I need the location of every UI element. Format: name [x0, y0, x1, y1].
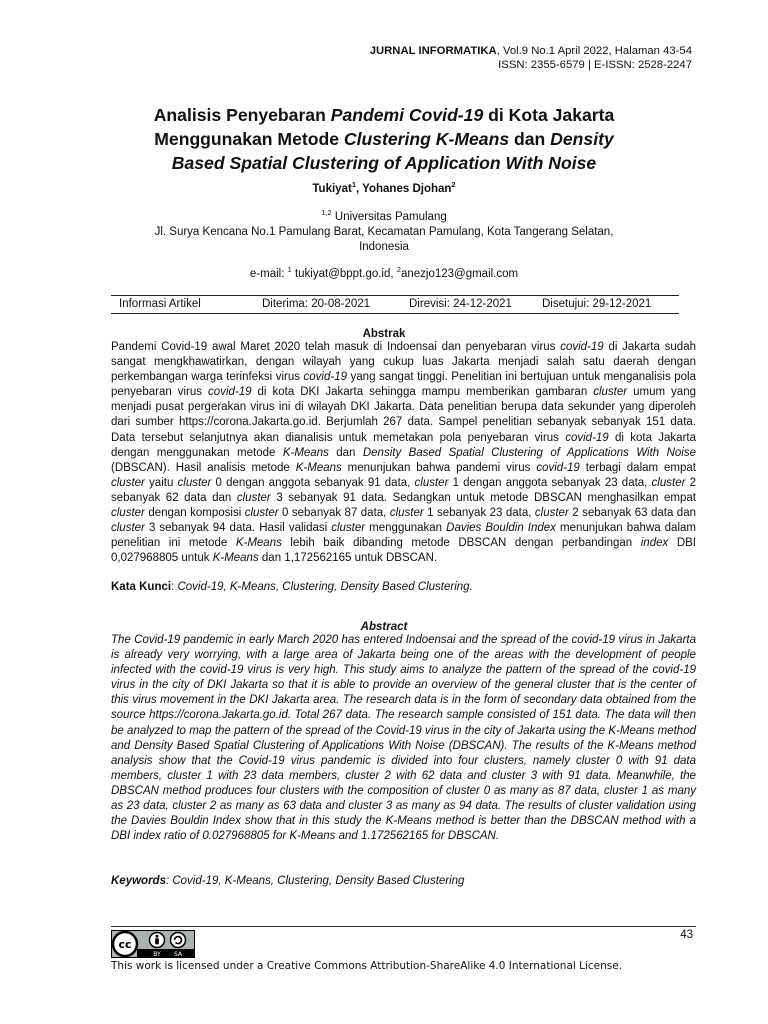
kata-kunci-colon: :	[171, 581, 178, 593]
footer-divider	[111, 926, 696, 927]
title-part: Density	[550, 129, 614, 149]
journal-issn: ISSN: 2355-6579 | E-ISSN: 2528-2247	[498, 59, 692, 71]
title-part: dan	[509, 129, 551, 149]
article-info-bar	[111, 295, 679, 314]
author-name: Yohanes Djohan	[362, 183, 452, 195]
abstrak-heading: Abstrak	[362, 328, 406, 340]
email-mark: 1	[287, 265, 292, 275]
title-part: Analisis Penyebaran	[153, 105, 331, 125]
author-separator: ,	[355, 183, 363, 195]
sa-text: SA	[173, 951, 183, 958]
author-affil-mark: 1	[351, 180, 356, 190]
title-part: Pandemi Covid-19	[330, 105, 484, 125]
paper-title	[100, 103, 668, 175]
abstract-heading: Abstract	[360, 621, 408, 633]
abstrak-body: Pandemi Covid-19 awal Maret 2020 telah masuk di Indoensai dan penyebaran virus covid-19 di Jakarta sudah sangat mengkhawatirkan, dengan wilayah yang cukup luas Jakarta menjadi salah satu daerah dengan perkembangan warga terinfeksi virus covid-19 yang sangat tinggi. Penelitian ini bertujuan untuk menganalisis pola penyebaran virus covid-19 di kota DKI Jakarta sehingga mampu memberikan gambaran cluster umum yang menjadi pusat pergerakan virus ini di wilayah DKI Jakarta. Data penelitian berupa data sekunder yang diperoleh dari sumber https://corona.Jakarta.go.id. Berjumlah 267 data. Sampel penelitian sebanyak sebanyak 151 data. Data tersebut selanjutnya akan dianalisis untuk memetakan pola penyebaran virus covid-19 di kota Jakarta dengan menggunakan metode K-Means dan Density Based Spatial Clustering of Applications With Noise (DBSCAN). Hasil analisis metode K-Means menunjukan bahwa pandemi virus covid-19 terbagi dalam empat cluster yaitu cluster 0 dengan anggota sebanyak 91 data, cluster 1 dengan anggota sebanyak 23 data, cluster 2 sebanyak 62 data dan cluster 3 sebanyak 91 data. Sedangkan untuk metode DBSCAN menghasilkan empat cluster dengan komposisi cluster 0 sebanyak 87 data, cluster 1 sebanyak 23 data, cluster 2 sebanyak 63 data dan cluster 3 sebanyak 94 data. Hasil validasi cluster menggunakan Davies Bouldin Index menunjukan bahwa dalam penelitian ini metode K-Means lebih baik dibanding metode DBSCAN dengan perbandingan index DBI 0,027968805 untuk K-Means dan 1,172562165 untuk DBSCAN.	[111, 341, 696, 565]
affil-address: Jl. Surya Kencana No.1 Pamulang Barat, Kecamatan Pamulang, Kota Tangerang Selatan, Indonesia	[154, 226, 614, 253]
title-part: di Kota Jakarta	[483, 105, 615, 125]
affil-university: Universitas Pamulang	[331, 211, 447, 223]
affil-mark: 1,2	[321, 208, 332, 218]
email-mark: 2	[396, 265, 401, 275]
journal-header	[370, 44, 692, 72]
cc-text: cc	[118, 938, 132, 951]
abstract-body: The Covid-19 pandemic in early March 2020 has entered Indoensai and the spread of the covid-19 virus in Jakarta is already very worrying, with a large area of Jakarta being one of the areas with the development of people infected with the covid-19 virus is very high. This study aims to analyze the pattern of the spread of the covid-19 virus in the city of DKI Jakarta so that it is able to provide an overview of the general cluster that is the center of this virus movement in the DKI Jakarta area. The research data is in the form of secondary data obtained from the source https://corona.Jakarta.go.id. Total 267 data. The research sample consisted of 151 data. The data will then be analyzed to map the pattern of the spread of the Covid-19 virus in the city of Jakarta using the K-Means method and Density Based Spatial Clustering of Applications With Noise (DBSCAN). The results of the K-Means method analysis show that the Covid-19 virus pandemic is divided into four clusters, namely cluster 0 with 91 data members, cluster 1 with 23 data members, cluster 2 with 62 data and cluster 3 with 91 data. Meanwhile, the DBSCAN method produces four clusters with the composition of cluster 0 as many as 87 data, cluster 1 as many as 23 data, cluster 2 as many as 63 data and cluster 3 as many as 94 data. The results of cluster validation using the Davies Bouldin Index show that in this study the K-Means method is better than the DBSCAN method with a DBI index ratio of 0.027968805 for K-Means and 1.172562165 for DBSCAN.	[111, 634, 696, 843]
by-text: BY	[153, 951, 161, 958]
keywords-label: Keywords	[111, 875, 166, 887]
kata-kunci-label: Kata Kunci	[111, 581, 172, 593]
email-address[interactable]: anezjo123@gmail.com	[400, 268, 519, 280]
keywords-value: : Covid-19, K-Means, Clustering, Density Based Clustering	[165, 875, 465, 887]
journal-citation-line	[370, 44, 692, 58]
date-revised: Direvisi: 24-12-2021	[409, 298, 512, 310]
email-address[interactable]: tukiyat@bppt.go.id,	[291, 268, 397, 280]
kata-kunci	[111, 581, 473, 593]
title-part: Clustering K-Means	[343, 129, 510, 149]
email-prefix: e-mail:	[249, 268, 288, 280]
author-name: Tukiyat	[312, 183, 352, 195]
date-received: Diterima: 20-08-2021	[262, 298, 371, 310]
journal-name: JURNAL INFORMATIKA	[369, 45, 497, 57]
affiliation	[130, 210, 638, 255]
license-statement[interactable]: This work is licensed under a Creative Commons Attribution-ShareAlike 4.0 International License.	[111, 960, 623, 972]
email-line	[0, 265, 768, 280]
page-number: 43	[680, 929, 693, 941]
journal-volume: , Vol.9 No.1 April 2022, Halaman 43-54	[496, 45, 692, 57]
keywords	[111, 875, 464, 887]
author-affil-mark: 2	[451, 180, 456, 190]
title-part: Menggunakan Metode	[154, 129, 344, 149]
article-info-label: Informasi Artikel	[119, 298, 201, 310]
date-accepted: Disetujui: 29-12-2021	[542, 298, 652, 310]
title-part: Based Spatial Clustering of Application With Noise	[171, 153, 597, 173]
cc-by-sa-badge-icon	[111, 930, 195, 958]
sa-icon	[171, 933, 186, 948]
author-list	[0, 180, 768, 195]
kata-kunci-value: Covid-19, K-Means, Clustering, Density Based Clustering.	[177, 581, 473, 593]
